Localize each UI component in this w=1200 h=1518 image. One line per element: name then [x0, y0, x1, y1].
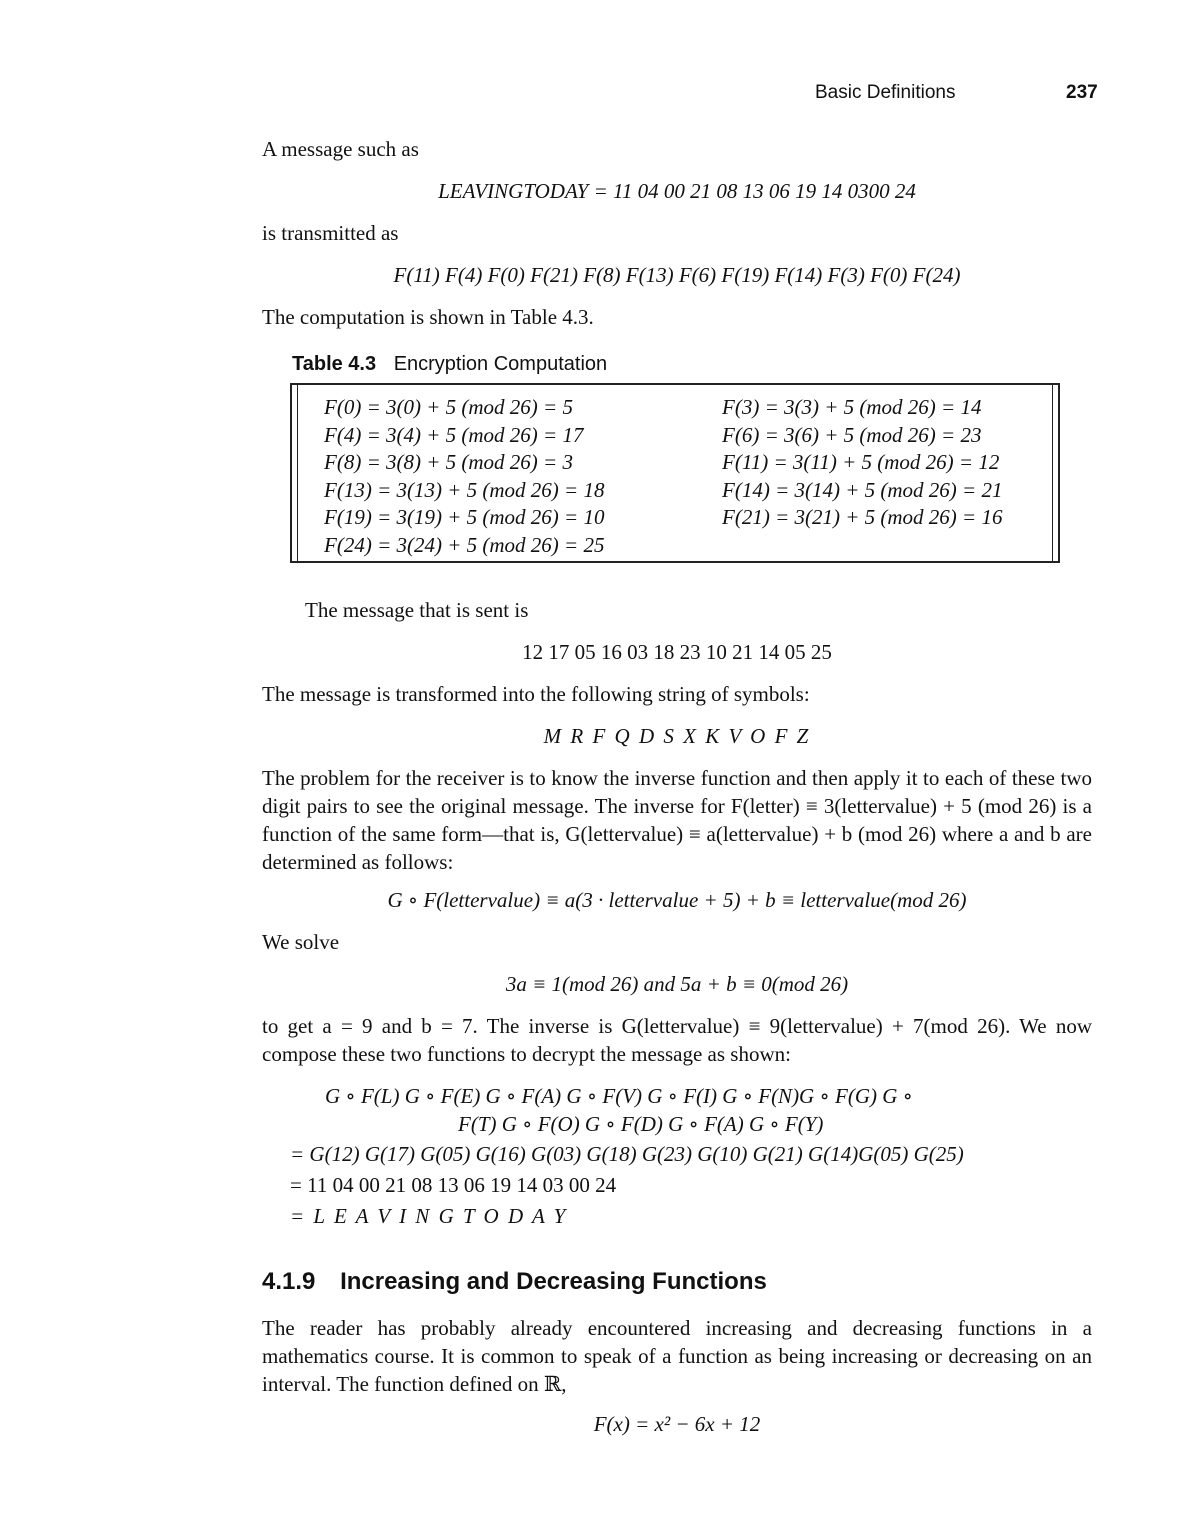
equation-decrypt-line-4: = 11 04 00 21 08 13 06 19 14 03 00 24	[290, 1173, 617, 1197]
paragraph-increasing: The reader has probably already encountered increasing and decreasing functions in a mathematics course. It is common to speak of a function as being increasing or decreasing on an interval. The function defined on ℝ,	[262, 1316, 1092, 1396]
encryption-table	[290, 383, 1060, 563]
table-left-column	[324, 394, 604, 559]
table-cell: F(6) = 3(6) + 5 (mod 26) = 23	[722, 422, 982, 447]
table-cell: F(0) = 3(0) + 5 (mod 26) = 5	[324, 395, 573, 419]
equation-composition: G ∘ F(lettervalue) ≡ a(3 · lettervalue + 5) + b ≡ lettervalue(mod 26)	[387, 888, 967, 912]
equation-decrypt-line-2: F(T) G ∘ F(O) G ∘ F(D) G ∘ F(A) G ∘ F(Y)	[458, 1112, 824, 1136]
table-cell: F(4) = 3(4) + 5 (mod 26) = 17	[324, 422, 584, 447]
equation-transmit: F(11) F(4) F(0) F(21) F(8) F(13) F(6) F(19) F(14) F(3) F(0) F(24)	[393, 263, 961, 287]
paragraph-solve: We solve	[262, 930, 340, 954]
running-title: Basic Definitions	[815, 82, 956, 103]
equation-message: LEAVINGTODAY = 11 04 00 21 08 13 06 19 14 0300 24	[438, 179, 916, 203]
equation-solve: 3a ≡ 1(mod 26) and 5a + b ≡ 0(mod 26)	[505, 972, 849, 996]
table-cell: F(8) = 3(8) + 5 (mod 26) = 3	[324, 450, 573, 474]
equation-decrypt-line-1: G ∘ F(L) G ∘ F(E) G ∘ F(A) G ∘ F(V) G ∘ F(I) G ∘ F(N)G ∘ F(G) G ∘	[325, 1084, 913, 1108]
table-caption	[292, 353, 607, 376]
paragraph-transformed: The message is transformed into the following string of symbols:	[262, 682, 810, 706]
paragraph-inverse: The problem for the receiver is to know the inverse function and then apply it to each of these two digit pairs to see the original message. The inverse for F(letter) ≡ 3(lettervalue) + 5 (mod 26) is a function of the same form—that is, G(lettervalue) ≡ a(lettervalue) + b (mod 26) where a and b are determined as follows:	[262, 766, 1092, 874]
paragraph-transmitted: is transmitted as	[262, 221, 399, 245]
paragraph-computation: The computation is shown in Table 4.3.	[262, 305, 594, 329]
equation-fx: F(x) = x² − 6x + 12	[593, 1412, 761, 1436]
section-number: 4.1.9	[262, 1268, 316, 1295]
table-cell: F(11) = 3(11) + 5 (mod 26) = 12	[722, 450, 1000, 474]
table-title: Encryption Computation	[393, 353, 608, 375]
table-cell: F(21) = 3(21) + 5 (mod 26) = 16	[722, 505, 1003, 529]
table-cell: F(13) = 3(13) + 5 (mod 26) = 18	[324, 477, 605, 502]
paragraph-get-a-b: to get a = 9 and b = 7. The inverse is G(lettervalue) ≡ 9(lettervalue) + 7(mod 26). We now compose these two functions to decrypt the message as shown:	[262, 1014, 1092, 1066]
table-cell: F(19) = 3(19) + 5 (mod 26) = 10	[324, 505, 605, 529]
paragraph-sent: The message that is sent is	[305, 598, 529, 622]
table-cell: F(14) = 3(14) + 5 (mod 26) = 21	[722, 477, 1003, 502]
paragraph-intro: A message such as	[262, 137, 419, 161]
equation-decrypt-line-5: = L E A V I N G T O D A Y	[290, 1204, 568, 1228]
page-number: 237	[1066, 82, 1098, 103]
equation-decrypt-line-3: = G(12) G(17) G(05) G(16) G(03) G(18) G(23) G(10) G(21) G(14)G(05) G(25)	[290, 1142, 964, 1166]
table-right-column	[722, 394, 1002, 532]
section-heading	[262, 1268, 767, 1296]
table-cell: F(24) = 3(24) + 5 (mod 26) = 25	[324, 532, 605, 557]
table-cell: F(3) = 3(3) + 5 (mod 26) = 14	[722, 395, 982, 419]
equation-sent: 12 17 05 16 03 18 23 10 21 14 05 25	[522, 640, 832, 664]
section-title: Increasing and Decreasing Functions	[340, 1268, 767, 1295]
equation-symbols: M R F Q D S X K V O F Z	[543, 724, 811, 748]
table-label: Table 4.3	[292, 353, 377, 375]
